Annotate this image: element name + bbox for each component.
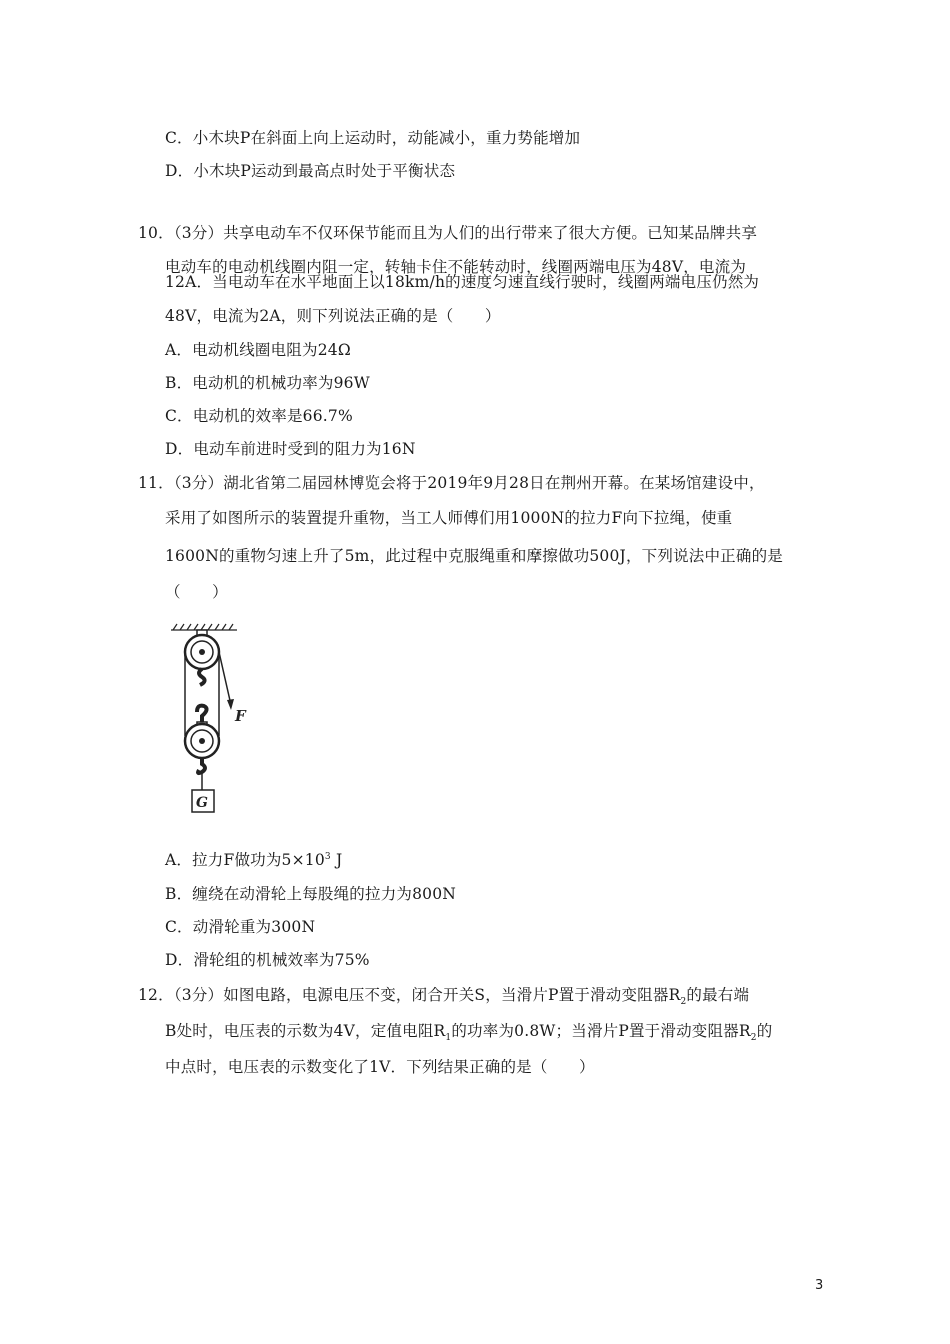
q11-option-b: B．缠绕在动滑轮上每股绳的拉力为800N (165, 885, 457, 903)
q11-option-a: A．拉力F做功为$5\times 10^3$ J (165, 851, 343, 869)
q12-stem-line-3: 中点时，电压表的示数变化了1V．下列结果正确的是（ ） (165, 1058, 595, 1076)
lower-hook (198, 758, 205, 773)
upper-hook (199, 669, 205, 685)
q10-option-a: A．电动机线圈电阻为24Ω (165, 341, 351, 359)
q11-option-d: D．滑轮组的机械效率为75% (165, 951, 370, 969)
q10-stem-line-3: 12A．当电动车在水平地面上以18km/h的速度匀速直线行驶时，线圈两端电压仍然为 (165, 273, 760, 291)
ceiling-hatch (171, 624, 237, 630)
force-label: F (235, 707, 246, 725)
q10-option-c: C．电动机的效率是66.7% (165, 407, 353, 425)
page-number: 3 (815, 1278, 824, 1293)
q11-stem-line-2: 采用了如图所示的装置提升重物，当工人师傅们用1000N的拉力F向下拉绳，使重 (165, 509, 733, 527)
q9-option-c: C．小木块P在斜面上向上运动时，动能减小，重力势能增加 (165, 129, 581, 147)
middle-hook (197, 706, 207, 722)
pull-arrow (219, 652, 234, 710)
fixed-pulley (185, 630, 219, 669)
q10-option-b: B．电动机的机械功率为96W (165, 374, 370, 392)
q10-stem-line-4: 48V，电流为2A，则下列说法正确的是（ ） (165, 307, 501, 325)
q11-stem-line-4: （ ） (165, 583, 228, 601)
q10-stem-line-2: 电动车的电动机线圈内阻一定，转轴卡住不能转动时，线圈两端电压为48V，电流为 (165, 258, 747, 276)
q11-stem-line-3: 1600N的重物匀速上升了5m，此过程中克服绳重和摩擦做功500J，下列说法中正确的是 (165, 547, 783, 565)
q12-stem-line-2: B处时，电压表的示数为4V，定值电阻$R_1$的功率为0.8W；当滑片P置于滑动变阻器$R_2$的 (165, 1022, 773, 1044)
q11-stem-line-1: 11．（3分）湖北省第二届园林博览会将于2019年9月28日在荆州开幕。在某场馆建设中， (138, 474, 765, 492)
q11-option-c: C．动滑轮重为300N (165, 918, 316, 936)
q10-stem-line-1: 10．（3分）共享电动车不仅环保节能而且为人们的出行带来了很大方便。已知某品牌共享 (138, 224, 758, 242)
q9-option-d: D．小木块P运动到最高点时处于平衡状态 (165, 162, 456, 180)
pulley-system-figure (165, 618, 265, 823)
q12-stem-line-1: 12．（3分）如图电路，电源电压不变，闭合开关S，当滑片P置于滑动变阻器$R_2$的最右端 (138, 986, 750, 1008)
weight-label: G (196, 795, 208, 811)
q10-option-d: D．电动车前进时受到的阻力为16N (165, 440, 416, 458)
movable-pulley (185, 722, 219, 758)
